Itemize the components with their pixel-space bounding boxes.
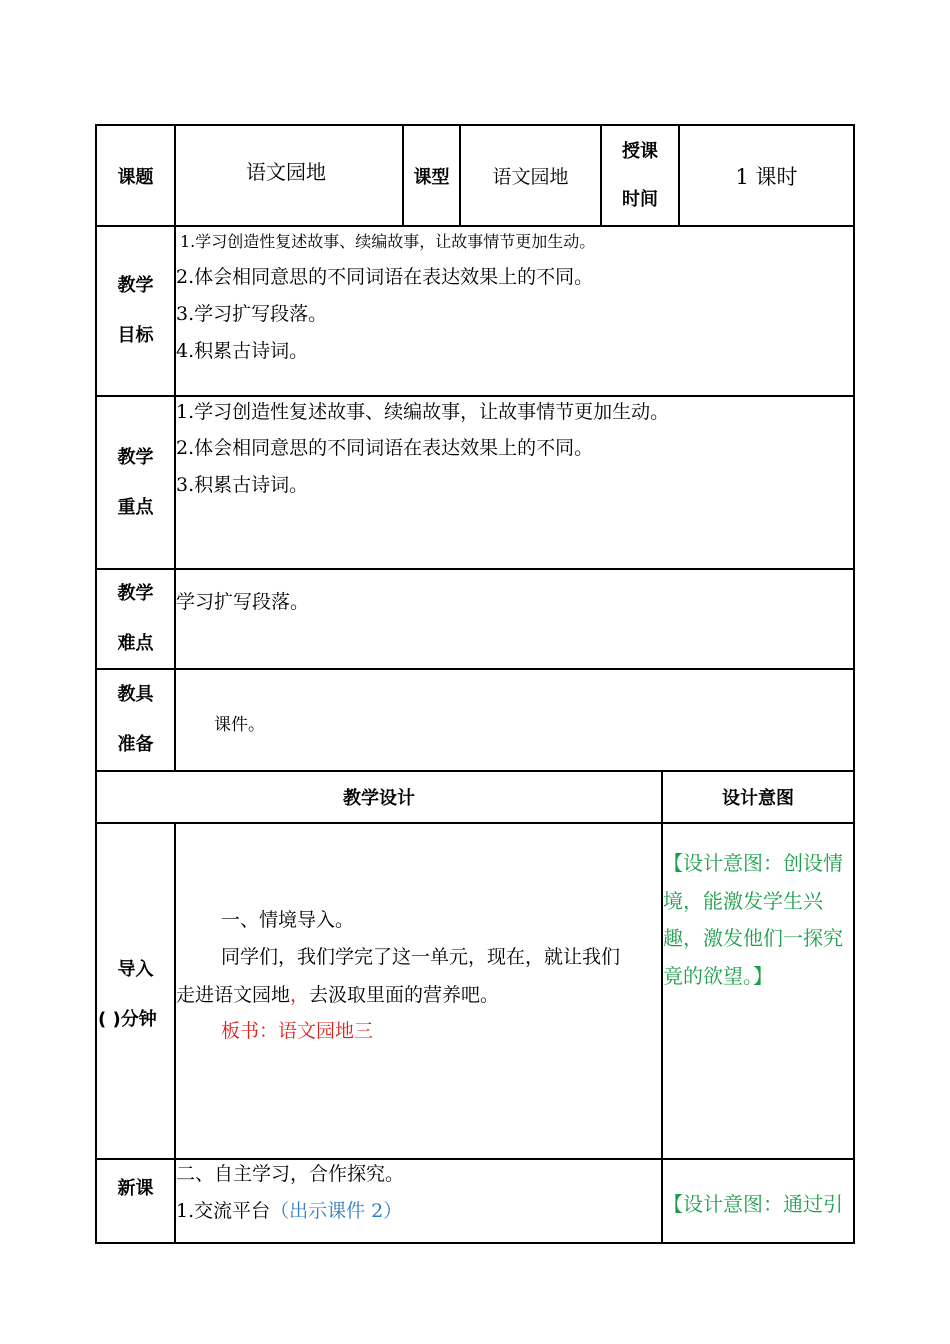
courseware-link: （出示课件 2） (270, 1200, 403, 1222)
objectives-label-line2: 目标 (117, 325, 154, 346)
new-lesson-intent-line: 【设计意图：通过引 (663, 1192, 843, 1216)
new-lesson-label: 新课 (117, 1178, 154, 1199)
key-point-item: 2.体会相同意思的不同词语在表达效果上的不同。 (176, 437, 594, 459)
key-points-label (97, 397, 174, 568)
objective-item: 3.学习扩写段落。 (176, 303, 328, 325)
topic-value: 语文园地 (246, 160, 326, 184)
intro-intent-line: 竟的欲望。】 (663, 964, 773, 988)
key-points-label-line1: 教学 (117, 446, 154, 468)
type-value: 语文园地 (492, 166, 569, 188)
intro-label-line1: 导入 (117, 959, 154, 980)
objectives-label-line1: 教学 (117, 275, 154, 296)
intro-red-comma: ， (290, 984, 310, 1006)
intro-paragraph-text: 去汲取里面的营养吧。 (309, 984, 500, 1006)
tools-label-line1: 教具 (117, 684, 154, 705)
difficulties-label-line1: 教学 (117, 583, 154, 604)
row-divider (95, 568, 855, 570)
row-divider (95, 822, 855, 824)
tools-label (97, 670, 174, 770)
key-points-label-line2: 重点 (117, 496, 154, 518)
objective-item: 4.积累古诗词。 (176, 340, 309, 362)
objective-item: 2.体会相同意思的不同词语在表达效果上的不同。 (176, 266, 594, 288)
design-header-left: 教学设计 (343, 788, 415, 809)
objective-item: 1.学习创造性复述故事、续编故事，让故事情节更加生动。 (180, 232, 596, 251)
time-label-line1: 授课 (622, 140, 658, 162)
intro-intent-line: 境，能激发学生兴 (663, 889, 823, 913)
design-header-right: 设计意图 (722, 788, 794, 809)
new-lesson-heading: 二、自主学习，合作探究。 (176, 1163, 405, 1185)
col-divider (661, 770, 663, 1244)
key-point-item: 1.学习创造性复述故事、续编故事，让故事情节更加生动。 (176, 401, 670, 423)
intro-label-line2: ( )分钟 (98, 1009, 157, 1030)
intro-paragraph-line1: 同学们，我们学完了这一单元，现在，就让我们 (221, 946, 621, 968)
intro-intent-line: 趣，激发他们一探究 (663, 926, 843, 950)
topic-label: 课题 (117, 166, 154, 188)
difficulties-label-line2: 难点 (117, 633, 154, 654)
intro-heading: 一、情境导入。 (221, 909, 355, 931)
intro-paragraph-line2 (176, 980, 499, 1007)
time-label-line2: 时间 (622, 188, 658, 210)
time-label (602, 126, 678, 225)
row-divider (95, 668, 855, 670)
intro-paragraph-text: 走进语文园地 (176, 984, 291, 1006)
key-point-item: 3.积累古诗词。 (176, 474, 309, 496)
type-label: 课型 (413, 166, 450, 188)
time-value: 1 课时 (735, 164, 798, 189)
table-border-right (853, 124, 855, 1244)
tools-text: 课件。 (214, 715, 265, 735)
tools-label-line2: 准备 (117, 734, 154, 755)
difficulties-label (97, 570, 174, 668)
new-lesson-item (176, 1196, 402, 1223)
difficulties-text: 学习扩写段落。 (176, 591, 310, 613)
intro-intent-line: 【设计意图：创设情 (663, 851, 843, 875)
table-border-bottom (95, 1242, 855, 1244)
intro-board-text: 板书：语文园地三 (221, 1020, 374, 1042)
new-lesson-item-text: 1.交流平台 (176, 1200, 271, 1222)
objectives-label (97, 227, 174, 395)
row-divider (95, 225, 855, 227)
